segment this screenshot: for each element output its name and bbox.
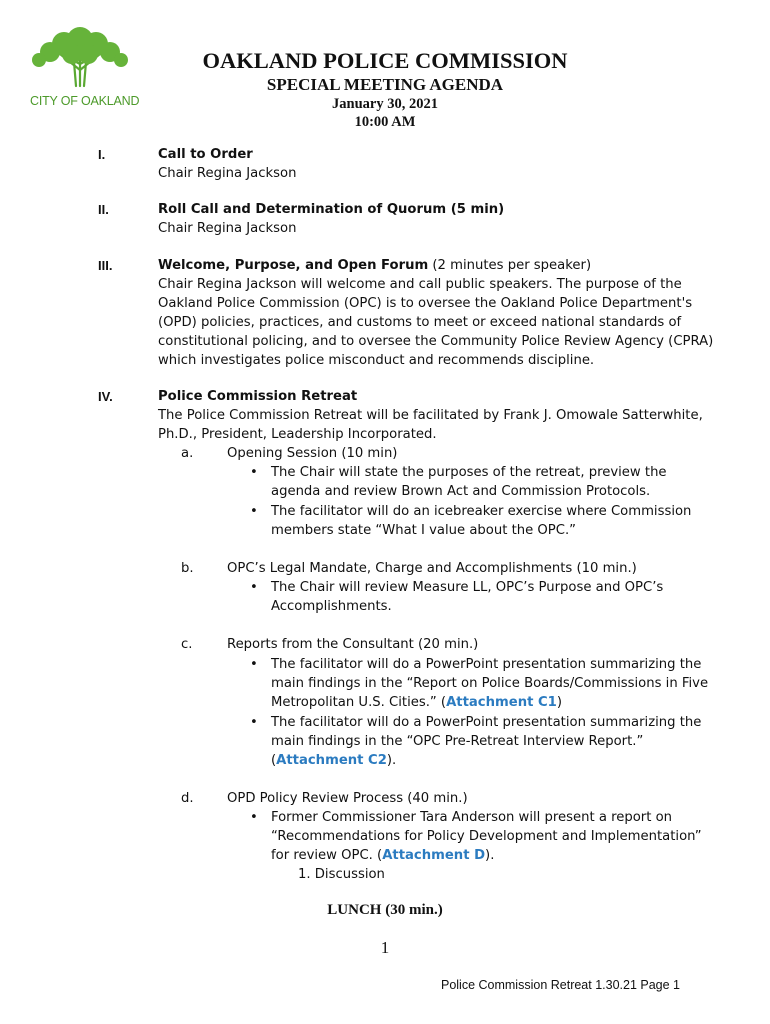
bullet-text	[271, 846, 494, 865]
subitem-title: Opening Session (10 min)	[227, 446, 398, 461]
item-text: Chair Regina Jackson	[158, 166, 297, 181]
item-title-note: (2 minutes per speaker)	[428, 258, 592, 273]
item-text: (OPD) policies, practices, and customs to meet or exceed national standards of	[158, 315, 682, 330]
subitem-title: OPC’s Legal Mandate, Charge and Accomplishments (10 min.)	[227, 561, 637, 576]
item-text: Ph.D., President, Leadership Incorporated.	[158, 427, 437, 442]
bullet-text-part: for review OPC. (	[271, 848, 383, 863]
bullet-text: The facilitator will do an icebreaker exercise where Commission	[271, 504, 692, 519]
bullet-text-part: ).	[485, 848, 495, 863]
bullet-text: Former Commissioner Tara Anderson will present a report on	[271, 810, 673, 825]
bullet-text: agenda and review Brown Act and Commission Protocols.	[271, 484, 651, 499]
item-number: III.	[98, 258, 113, 273]
bullet-text: members state “What I value about the OPC.”	[271, 523, 576, 538]
meeting-date: January 30, 2021	[332, 96, 438, 112]
bullet-text: The Chair will review Measure LL, OPC’s Purpose and OPC’s	[271, 580, 664, 595]
attachment-d-link[interactable]: Attachment D	[382, 848, 486, 863]
bullet-text: “Recommendations for Policy Development and Implementation”	[271, 829, 702, 844]
item-title: Welcome, Purpose, and Open Forum	[158, 258, 429, 273]
item-title-line	[158, 256, 591, 275]
bullet-text-part: ).	[386, 753, 397, 768]
item-text: constitutional policing, and to oversee the Community Police Review Agency (CPRA)	[158, 334, 714, 349]
page-subtitle: SPECIAL MEETING AGENDA	[266, 75, 504, 94]
bullet-text	[271, 751, 396, 770]
page-title: OAKLAND POLICE COMMISSION	[202, 48, 568, 73]
item-text: The Police Commission Retreat will be facilitated by Frank J. Omowale Satterwhite,	[158, 408, 703, 423]
item-title: Call to Order	[158, 147, 253, 162]
bullet-icon: •	[250, 465, 258, 480]
bullet-text-part: )	[556, 695, 562, 710]
item-text: Oakland Police Commission (OPC) is to oversee the Oakland Police Department's	[158, 296, 693, 311]
subitem-letter: a.	[181, 446, 194, 461]
bullet-text: The Chair will state the purposes of the retreat, preview the	[271, 465, 667, 480]
bullet-text-part: (	[271, 753, 277, 768]
item-title: Police Commission Retreat	[158, 389, 358, 404]
item-number: II.	[98, 202, 109, 217]
meeting-time: 10:00 AM	[354, 114, 416, 130]
subitem-title: Reports from the Consultant (20 min.)	[227, 637, 479, 652]
item-text: Chair Regina Jackson will welcome and call public speakers. The purpose of the	[158, 277, 682, 292]
bullet-icon: •	[250, 504, 258, 519]
item-number: I.	[98, 147, 106, 162]
page-footer: Police Commission Retreat 1.30.21 Page 1	[440, 978, 680, 992]
bullet-text: main findings in the “Report on Police Boards/Commissions in Five	[271, 676, 709, 691]
item-number: IV.	[98, 389, 113, 404]
bullet-text: The facilitator will do a PowerPoint presentation summarizing the	[271, 657, 702, 672]
subitem-letter: c.	[181, 637, 193, 652]
bullet-text: main findings in the “OPC Pre-Retreat Interview Report.”	[271, 734, 644, 749]
bullet-text: Accomplishments.	[271, 599, 392, 614]
bullet-text: The facilitator will do a PowerPoint presentation summarizing the	[271, 715, 702, 730]
bullet-icon: •	[250, 657, 258, 672]
subitem-title: OPD Policy Review Process (40 min.)	[227, 791, 468, 806]
subitem-letter: b.	[181, 561, 194, 576]
item-text: Chair Regina Jackson	[158, 221, 297, 236]
bullet-text	[271, 693, 562, 712]
item-text: which investigates police misconduct and recommends discipline.	[158, 353, 595, 368]
item-title: Roll Call and Determination of Quorum (5 min)	[158, 202, 505, 217]
numbered-item: 1. Discussion	[298, 867, 385, 882]
bullet-icon: •	[250, 580, 258, 595]
subitem-letter: d.	[181, 791, 194, 806]
attachment-c2-link[interactable]: Attachment C2	[276, 753, 387, 768]
bullet-icon: •	[250, 715, 258, 730]
bullet-text-part: Metropolitan U.S. Cities.” (	[271, 695, 447, 710]
bullet-icon: •	[250, 810, 258, 825]
logo-text: CITY OF OAKLAND	[30, 94, 140, 108]
lunch-break: LUNCH (30 min.)	[327, 902, 443, 918]
page-number: 1	[380, 938, 390, 957]
attachment-c1-link[interactable]: Attachment C1	[446, 695, 557, 710]
